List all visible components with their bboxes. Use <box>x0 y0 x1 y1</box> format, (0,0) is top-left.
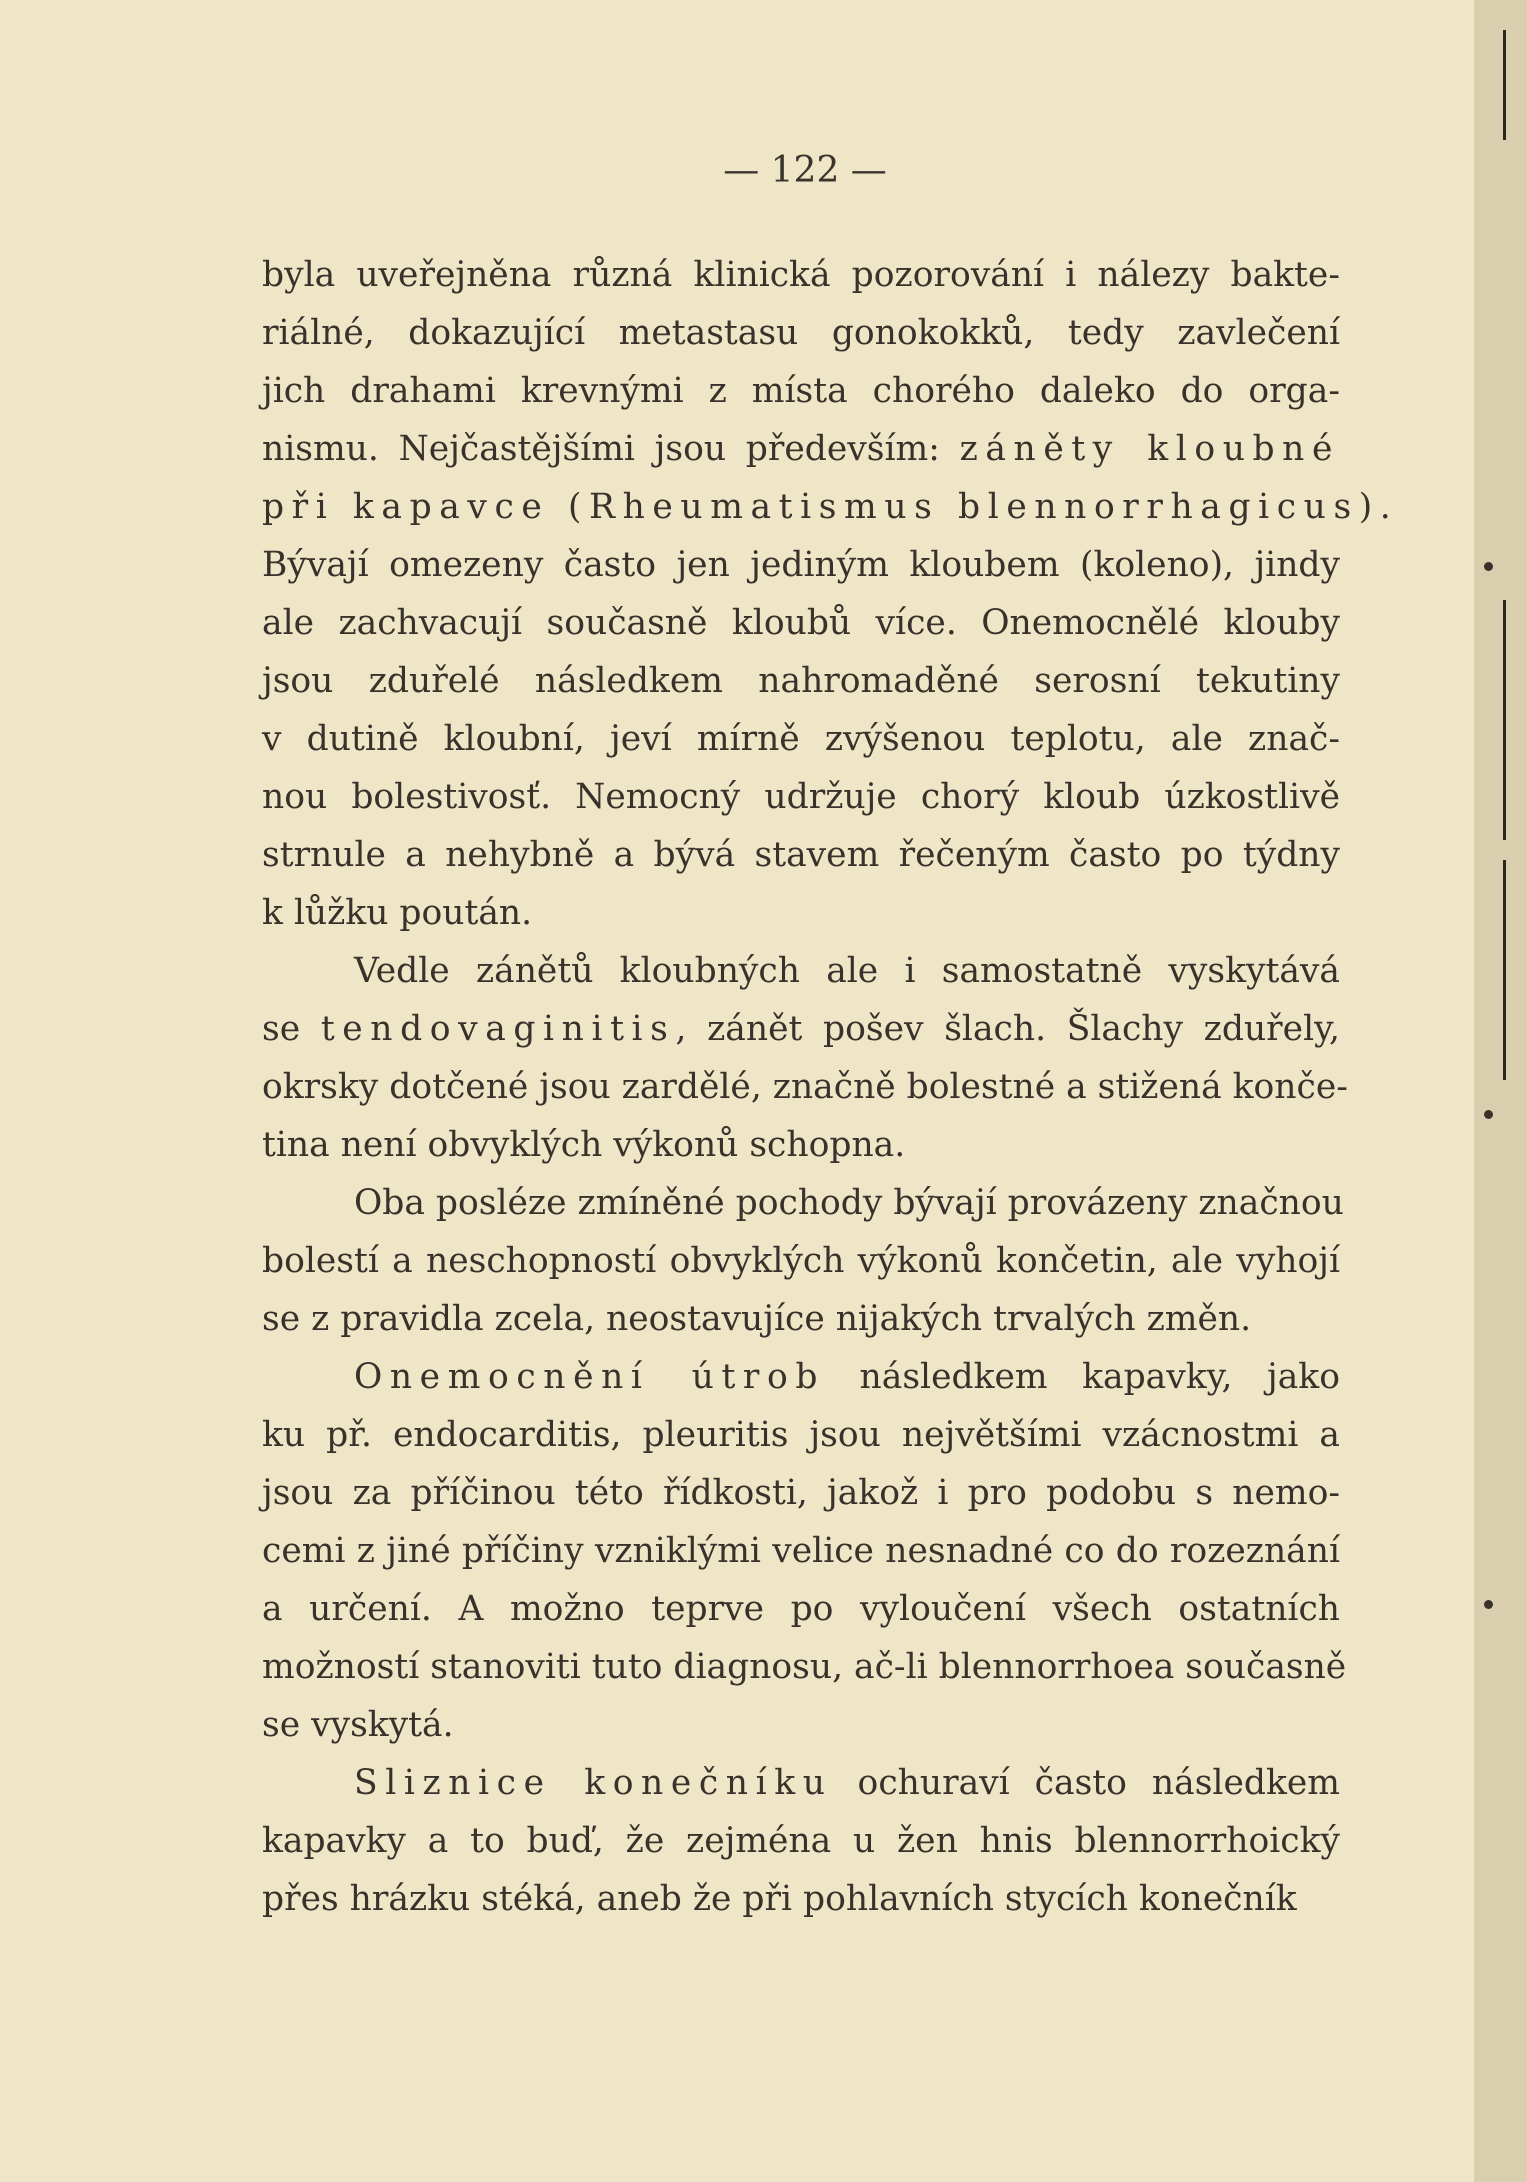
paragraph <box>262 246 1399 942</box>
text-run: ochuraví často následkem <box>832 1763 1340 1803</box>
text-line: tina není obvyklých výkonů schopna. <box>262 1125 906 1165</box>
text-line: ku př. endocarditis, pleuritis jsou největšími vzácnostmi a <box>262 1415 1340 1455</box>
text-run: následkem kapavky, jako <box>825 1357 1340 1397</box>
text-line: jsou zduřelé následkem nahromaděné serosní tekutiny <box>262 661 1340 701</box>
text-line: se z pravidla zcela, neostavujíce nijakých trvalých změn. <box>262 1299 1252 1339</box>
paragraph <box>262 1174 1344 1348</box>
binding-shadow <box>1503 30 1506 140</box>
text-line: jsou za příčinou této řídkosti, jakož i pro podobu s nemo- <box>262 1473 1340 1513</box>
page-edge <box>1474 0 1527 2182</box>
text-line <box>262 420 1340 478</box>
text-line <box>262 1348 1340 1406</box>
text-line: cemi z jiné příčiny vzniklými velice nesnadné co do rozeznání <box>262 1531 1340 1571</box>
paragraph <box>262 1348 1347 1754</box>
text-line: ale zachvacují současně kloubů více. Onemocnělé klouby <box>262 603 1340 643</box>
binding-shadow <box>1503 860 1506 1010</box>
text-run: , zánět pošev šlach. Šlachy zduřely, <box>675 1009 1340 1049</box>
text-line: Vedle zánětů kloubných ale i samostatně vyskytává <box>354 951 1340 991</box>
text-line: se vyskytá. <box>262 1705 454 1745</box>
binding-stitch-mark <box>1484 562 1493 571</box>
binding-shadow <box>1503 1010 1506 1080</box>
text-line: Bývají omezeny často jen jediným kloubem (koleno), jindy <box>262 545 1340 585</box>
text-line: možností stanoviti tuto diagnosu, ač-li blennorrhoea současně <box>262 1647 1347 1687</box>
binding-shadow <box>1503 600 1506 840</box>
text-line: a určení. A možno teprve po vyloučení všech ostatních <box>262 1589 1340 1629</box>
text-line: Oba posléze zmíněné pochody bývají provázeny značnou <box>354 1183 1344 1223</box>
text-run: se <box>262 1009 321 1049</box>
text-line: byla uveřejněna různá klinická pozorování i nálezy bakte- <box>262 255 1340 295</box>
emphasized-term: tendovaginitis <box>320 1009 676 1049</box>
text-line: k lůžku poután. <box>262 893 533 933</box>
text-line <box>262 478 1399 536</box>
text-line: nou bolestivosť. Nemocný udržuje chorý kloub úzkostlivě <box>262 777 1340 817</box>
text-line: riálné, dokazující metastasu gonokokků, tedy zavlečení <box>262 313 1340 353</box>
paragraph <box>262 1754 1340 1928</box>
emphasized-term: záněty kloubné <box>959 429 1340 469</box>
text-line: jich drahami krevnými z místa chorého daleko do orga- <box>262 371 1340 411</box>
text-line <box>262 1000 1340 1058</box>
text-line: strnule a nehybně a bývá stavem řečeným často po týdny <box>262 835 1340 875</box>
text-line: okrsky dotčené jsou zardělé, značně bolestné a stižená konče- <box>262 1067 1348 1107</box>
text-run: nismu. Nejčastějšími jsou především: <box>262 429 960 469</box>
emphasized-term: Onemocnění útrob <box>354 1357 826 1397</box>
text-line <box>262 1754 1340 1812</box>
emphasized-term: při kapavce (Rheumatismus blennorrhagicus). <box>262 487 1399 527</box>
text-line: bolestí a neschopností obvyklých výkonů končetin, ale vyhojí <box>262 1241 1340 1281</box>
body-text <box>262 246 1399 1928</box>
text-line: v dutině kloubní, jeví mírně zvýšenou teplotu, ale znač- <box>262 719 1340 759</box>
text-line: kapavky a to buď, že zejména u žen hnis blennorrhoický <box>262 1821 1340 1861</box>
text-line: přes hrázku stéká, aneb že při pohlavních stycích konečník <box>262 1879 1297 1919</box>
paragraph <box>262 942 1348 1174</box>
page-number: — 122 — <box>723 150 887 191</box>
binding-stitch-mark <box>1484 1110 1493 1119</box>
emphasized-term: Sliznice konečníku <box>354 1763 833 1803</box>
binding-stitch-mark <box>1484 1600 1493 1609</box>
